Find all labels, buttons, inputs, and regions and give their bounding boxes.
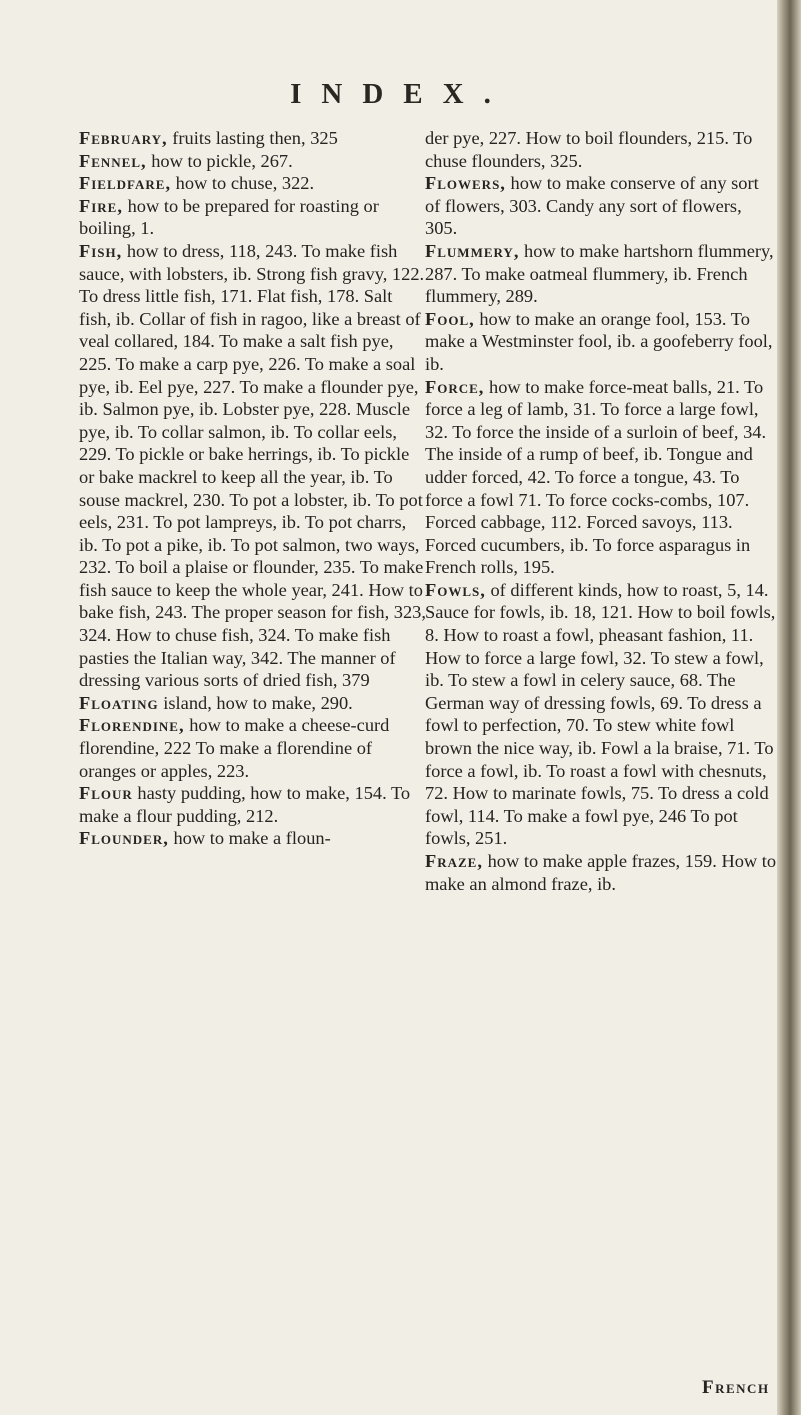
- left-column: [79, 127, 429, 850]
- entry-text: island, how to make, 290.: [163, 692, 353, 713]
- entry-text: how to make a floun-: [173, 828, 331, 849]
- entry-head: Florendine,: [79, 715, 185, 736]
- index-entry: [79, 827, 429, 850]
- entry-head: Flounder,: [79, 828, 169, 849]
- entry-text: how to make an orange fool, 153. To make a Westminster fool, ib. a goofeberry fool, ib.: [425, 308, 773, 374]
- index-entry: [79, 150, 429, 173]
- entry-head: February,: [79, 128, 168, 148]
- entry-head: Flour: [79, 783, 133, 804]
- index-entry: [425, 376, 777, 579]
- entry-head: Fire,: [79, 195, 123, 216]
- entry-text: how to chuse, 322.: [175, 173, 315, 194]
- index-entry: [79, 692, 429, 715]
- entry-text: how to pickle, 267.: [151, 150, 293, 171]
- entry-text: how to make conserve of any sort of flowers, 303. Candy any sort of flowers, 305.: [425, 173, 759, 239]
- entry-text: how to make apple frazes, 159. How to make an almond fraze, ib.: [425, 851, 777, 894]
- entry-head: Force,: [425, 376, 485, 397]
- index-entry: [79, 240, 429, 692]
- entry-text: how to make a cheese-curd florendine, 222 To make a florendine of oranges or apples, 223.: [79, 715, 390, 781]
- index-entry: [79, 195, 429, 240]
- catchword: French: [702, 1377, 770, 1398]
- index-entry: [425, 579, 777, 850]
- entry-head: Flowers,: [425, 173, 506, 194]
- entry-text: how to dress, 118, 243. To make fish sauce, with lobsters, ib. Strong fish gravy, 122. To dress little fish, 171. Flat fish, 178. Salt fish, ib. Collar of fish in ragoo, like a breast of veal collared, 184. To make a salt fish pye, 225. To make a carp pye, 226. To make a soal pye, ib. Eel pye, 227. To make a flounder pye, ib. Salmon pye, ib. Lobster pye, 228. Muscle pye, ib. To collar salmon, ib. To collar eels, 229. To pickle or bake herrings, ib. To pickle or bake mackrel to keep all the year, ib. To souse mackrel, 230. To pot a lobster, ib. To pot eels, 231. To pot lampreys, ib. To pot charrs, ib. To pot a pike, ib. To pot salmon, two ways, 232. To boil a plaise or flounder, 235. To make fish sauce to keep the whole year, 241. How to bake fish, 243. The proper season for fish, 323, 324. How to chuse fish, 324. To make fish pasties the Italian way, 342. The manner of dressing various sorts of dried fish, 379: [79, 240, 426, 691]
- entry-head: Fish,: [79, 240, 123, 261]
- entry-head: Fraze,: [425, 851, 483, 871]
- index-entry: [425, 172, 777, 240]
- index-entry: [425, 850, 777, 895]
- entry-head: Flummery,: [425, 240, 520, 261]
- index-entry: [79, 172, 429, 195]
- entry-text: of different kinds, how to roast, 5, 14. Sauce for fowls, ib. 18, 121. How to boil fowls, 8. How to roast a fowl, pheasant fashion, 11. How to force a large fowl, 32. To stew a fowl, ib. To stew a fowl in celery sauce, 68. The German way of dressing fowls, 69. To dress a fowl to perfection, 70. To stew white fowl brown the nice way, ib. Fowl a la braise, 71. To force a fowl, ib. To roast a fowl with chesnuts, 72. How to marinate fowls, 75. To dress a cold fowl, 114. To make a fowl pye, 246 To pot fowls, 251.: [425, 579, 776, 849]
- index-entry: [79, 127, 429, 150]
- entry-head: Floating: [79, 692, 159, 713]
- index-entry: [425, 308, 777, 376]
- index-entry: [425, 240, 777, 308]
- entry-head: Fennel,: [79, 150, 147, 171]
- entry-head: Fool,: [425, 308, 475, 329]
- entry-text: der pye, 227. How to boil flounders, 215. To chuse flounders, 325.: [425, 128, 753, 171]
- entry-head: Fieldfare,: [79, 173, 172, 194]
- entry-text: hasty pudding, how to make, 154. To make a flour pudding, 212.: [79, 783, 411, 826]
- index-entry: [425, 127, 777, 172]
- page-binding-edge: [777, 0, 801, 1415]
- entry-head: Fowls,: [425, 579, 486, 600]
- entry-text: how to be prepared for roasting or boiling, 1.: [79, 195, 379, 239]
- entry-text: how to make force-meat balls, 21. To force a leg of lamb, 31. To force a large fowl, 32. To force the inside of a surloin of beef, 34. The inside of a rump of beef, ib. Tongue and udder forced, 42. To force a tongue, 43. To force a fowl 71. To force cocks-combs, 107. Forced cabbage, 112. Forced savoys, 113. Forced cucumbers, ib. To force asparagus in French rolls, 195.: [425, 376, 767, 578]
- entry-text: how to make hartshorn flummery, 287. To make oatmeal flummery, ib. French flummery, 289.: [425, 240, 774, 307]
- index-entry: [79, 714, 429, 782]
- index-heading: INDEX.: [290, 78, 511, 110]
- entry-text: fruits lasting then, 325: [172, 128, 338, 148]
- right-column: [425, 127, 777, 895]
- index-entry: [79, 782, 429, 827]
